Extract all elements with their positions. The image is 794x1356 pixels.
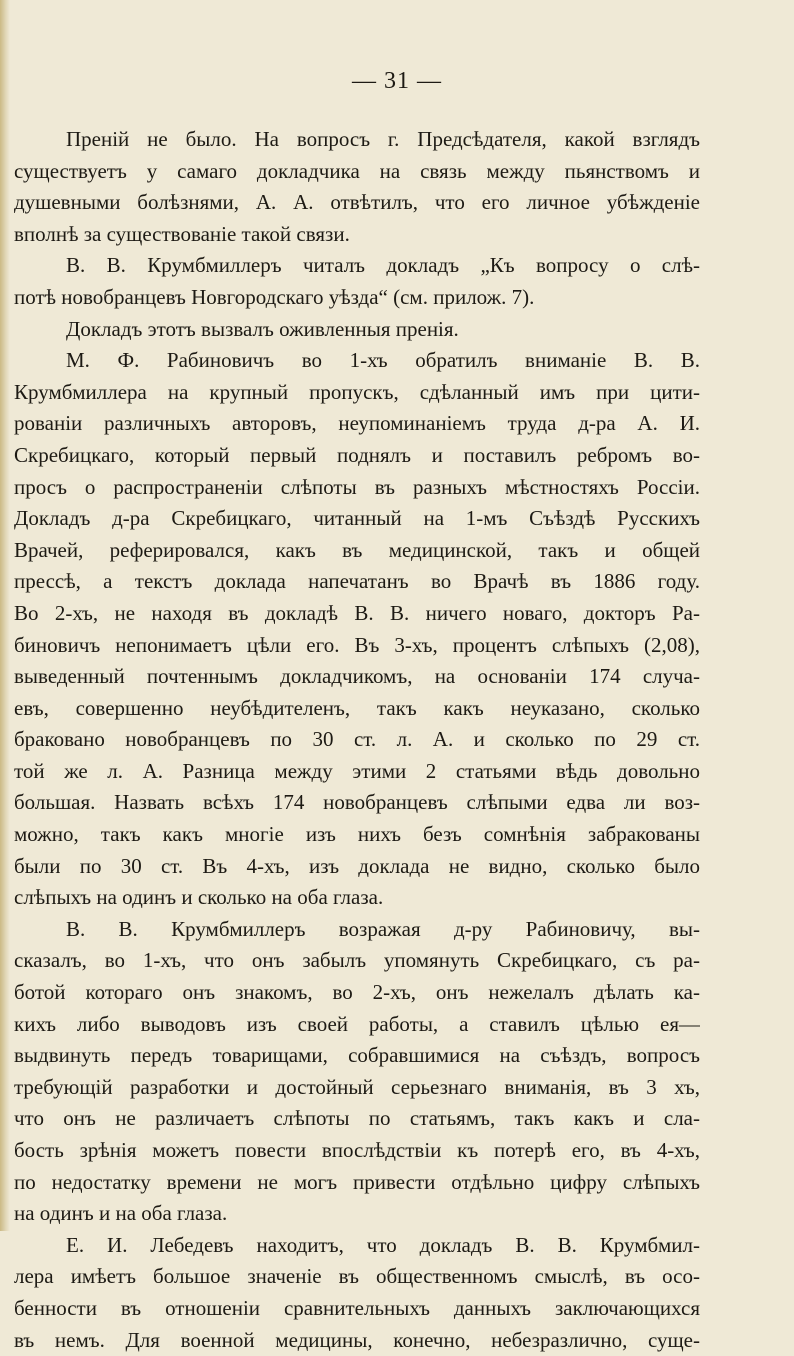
text-line: выведенный почтеннымъ докладчикомъ, на основаніи 174 случа- [14,664,700,689]
text-line: В. В. Крумбмиллеръ читалъ докладъ „Къ вопросу о слѣ- [66,253,700,278]
page-edge [0,0,10,1231]
text-line: сказалъ, во 1-хъ, что онъ забылъ упомянуть Скребицкаго, съ ра- [14,948,700,973]
text-line: были по 30 ст. Въ 4-хъ, изъ доклада не видно, сколько было [14,853,700,878]
text-line: евъ, совершенно неубѣдителенъ, такъ какъ неуказано, сколько [14,695,700,720]
text-line: Во 2-хъ, не находя въ докладѣ В. В. ничего новаго, докторъ Ра- [14,600,700,625]
text-line: Врачей, реферировался, какъ въ медицинской, такъ и общей [14,537,700,562]
text-line: лера имѣетъ большое значеніе въ общественномъ смыслѣ, въ осо- [14,1264,700,1289]
text-line: Преній не было. На вопросъ г. Предсѣдателя, какой взглядъ [66,127,700,151]
text-line: биновичъ непонимаетъ цѣли его. Въ 3-хъ, процентъ слѣпыхъ (2,08), [14,632,700,657]
text-line: можно, такъ какъ многіе изъ нихъ безъ сомнѣнія забракованы [14,822,700,847]
text-line: вполнѣ за существованіе такой связи. [14,221,350,246]
text-line: Е. И. Лебедевъ находитъ, что докладъ В. В. Крумбмил- [66,1232,700,1257]
text-line: просъ о распространеніи слѣпоты въ разныхъ мѣстностяхъ Россіи. [14,474,700,499]
text-line: рованіи различныхъ авторовъ, неупоминаніемъ труда д-ра А. И. [14,411,700,436]
text-line: выдвинуть передъ товарищами, собравшимися на съѣздъ, вопросъ [14,1043,700,1068]
text-line: по недостатку времени не могъ привести отдѣльно цифру слѣпыхъ [14,1169,700,1194]
text-line: Скребицкаго, который первый поднялъ и поставилъ ребромъ во- [14,442,700,467]
text-line: бость зрѣнія можетъ повести впослѣдствіи къ потерѣ его, въ 4-хъ, [14,1138,700,1162]
text-line: потѣ новобранцевъ Новгородскаго уѣзда“ (см. прилож. 7). [14,284,535,309]
text-line: В. В. Крумбмиллеръ возражая д-ру Рабиновичу, вы- [66,916,700,941]
text-line: въ немъ. Для военной медицины, конечно, небезразлично, суще- [14,1327,700,1352]
text-line: слѣпыхъ на одинъ и сколько на оба глаза. [14,885,384,910]
text-line: большая. Назвать всѣхъ 174 новобранцевъ слѣпыми едва ли воз- [14,790,700,815]
text-line: Докладъ этотъ вызвалъ оживленныя пренія. [66,316,459,341]
text-line: М. Ф. Рабиновичъ во 1-хъ обратилъ вниманіе В. В. [66,348,700,373]
text-line: Докладъ д-ра Скребицкаго, читанный на 1-мъ Съѣздѣ Русскихъ [14,506,700,531]
text-block [14,124,700,1356]
text-line: той же л. А. Разница между этими 2 статьями вѣдь довольно [14,758,700,783]
text-line: Крумбмиллера на крупный пропускъ, сдѣланный имъ при цити- [14,379,700,404]
text-line: существуетъ у самаго докладчика на связь между пьянствомъ и [14,158,700,183]
text-line: браковано новобранцевъ по 30 ст. л. А. и сколько по 29 ст. [14,727,700,752]
page-number: — 31 — [352,68,442,94]
text-line: кихъ либо выводовъ изъ своей работы, а ставилъ цѣлью ея— [14,1011,700,1036]
text-line: ботой котораго онъ знакомъ, во 2-хъ, онъ нежелалъ дѣлать ка- [14,980,700,1005]
text-line: прессѣ, а текстъ доклада напечатанъ во Врачѣ въ 1886 году. [14,569,700,594]
text-line: на одинъ и на оба глаза. [14,1201,228,1226]
text-line: душевными болѣзнями, А. А. отвѣтилъ, что его личное убѣжденіе [14,190,700,215]
text-line: что онъ не различаетъ слѣпоты по статьямъ, такъ какъ и сла- [14,1106,700,1131]
text-line: требующій разработки и достойный серьезнаго вниманія, въ 3 хъ, [14,1074,700,1099]
text-line: бенности въ отношеніи сравнительныхъ данныхъ заключающихся [14,1295,700,1320]
